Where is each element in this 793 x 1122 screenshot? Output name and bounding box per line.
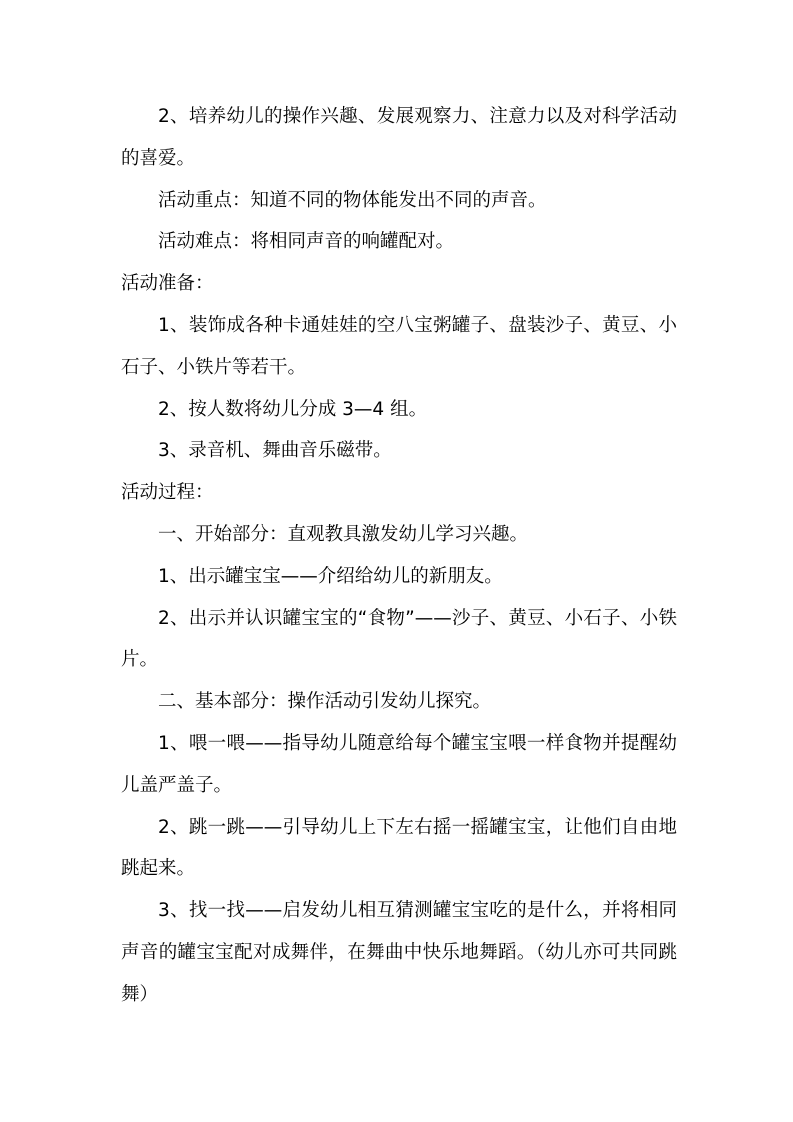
paragraph-part-1-step-1: 1、出示罐宝宝——介绍给幼儿的新朋友。	[158, 565, 503, 587]
paragraph-prep-1: 1、装饰成各种卡通娃娃的空八宝粥罐子、盘装沙子、黄豆、小石子、小铁片等若干。	[121, 314, 677, 378]
paragraph-part-2: 二、基本部分：操作活动引发幼儿探究。	[158, 691, 492, 713]
paragraph-part-2-step-3: 3、找一找——启发幼儿相互猜测罐宝宝吃的是什么，并将相同声音的罐宝宝配对成舞伴，在舞曲中快乐地舞蹈。（幼儿亦可共同跳舞）	[121, 900, 677, 1005]
paragraph-prep-3: 3、录音机、舞曲音乐磁带。	[158, 440, 392, 462]
paragraph-prep-2: 2、按人数将幼儿分成 3—4 组。	[158, 398, 428, 420]
heading-process: 活动过程：	[121, 482, 214, 504]
paragraph-key-point: 活动重点：知道不同的物体能发出不同的声音。	[158, 189, 547, 211]
paragraph-part-1-step-2: 2、出示并认识罐宝宝的“食物”——沙子、黄豆、小石子、小铁片。	[121, 607, 677, 671]
heading-preparation: 活动准备：	[121, 273, 214, 295]
paragraph-part-2-step-2: 2、跳一跳——引导幼儿上下左右摇一摇罐宝宝，让他们自由地跳起来。	[121, 816, 677, 880]
paragraph-part-2-step-1: 1、喂一喂——指导幼儿随意给每个罐宝宝喂一样食物并提醒幼儿盖严盖子。	[121, 732, 677, 796]
document-page	[121, 96, 677, 1016]
paragraph-part-1: 一、开始部分：直观教具激发幼儿学习兴趣。	[158, 523, 529, 545]
paragraph-goal-2: 2、培养幼儿的操作兴趣、发展观察力、注意力以及对科学活动的喜爱。	[121, 106, 677, 169]
paragraph-difficulty: 活动难点：将相同声音的响罐配对。	[158, 231, 455, 253]
